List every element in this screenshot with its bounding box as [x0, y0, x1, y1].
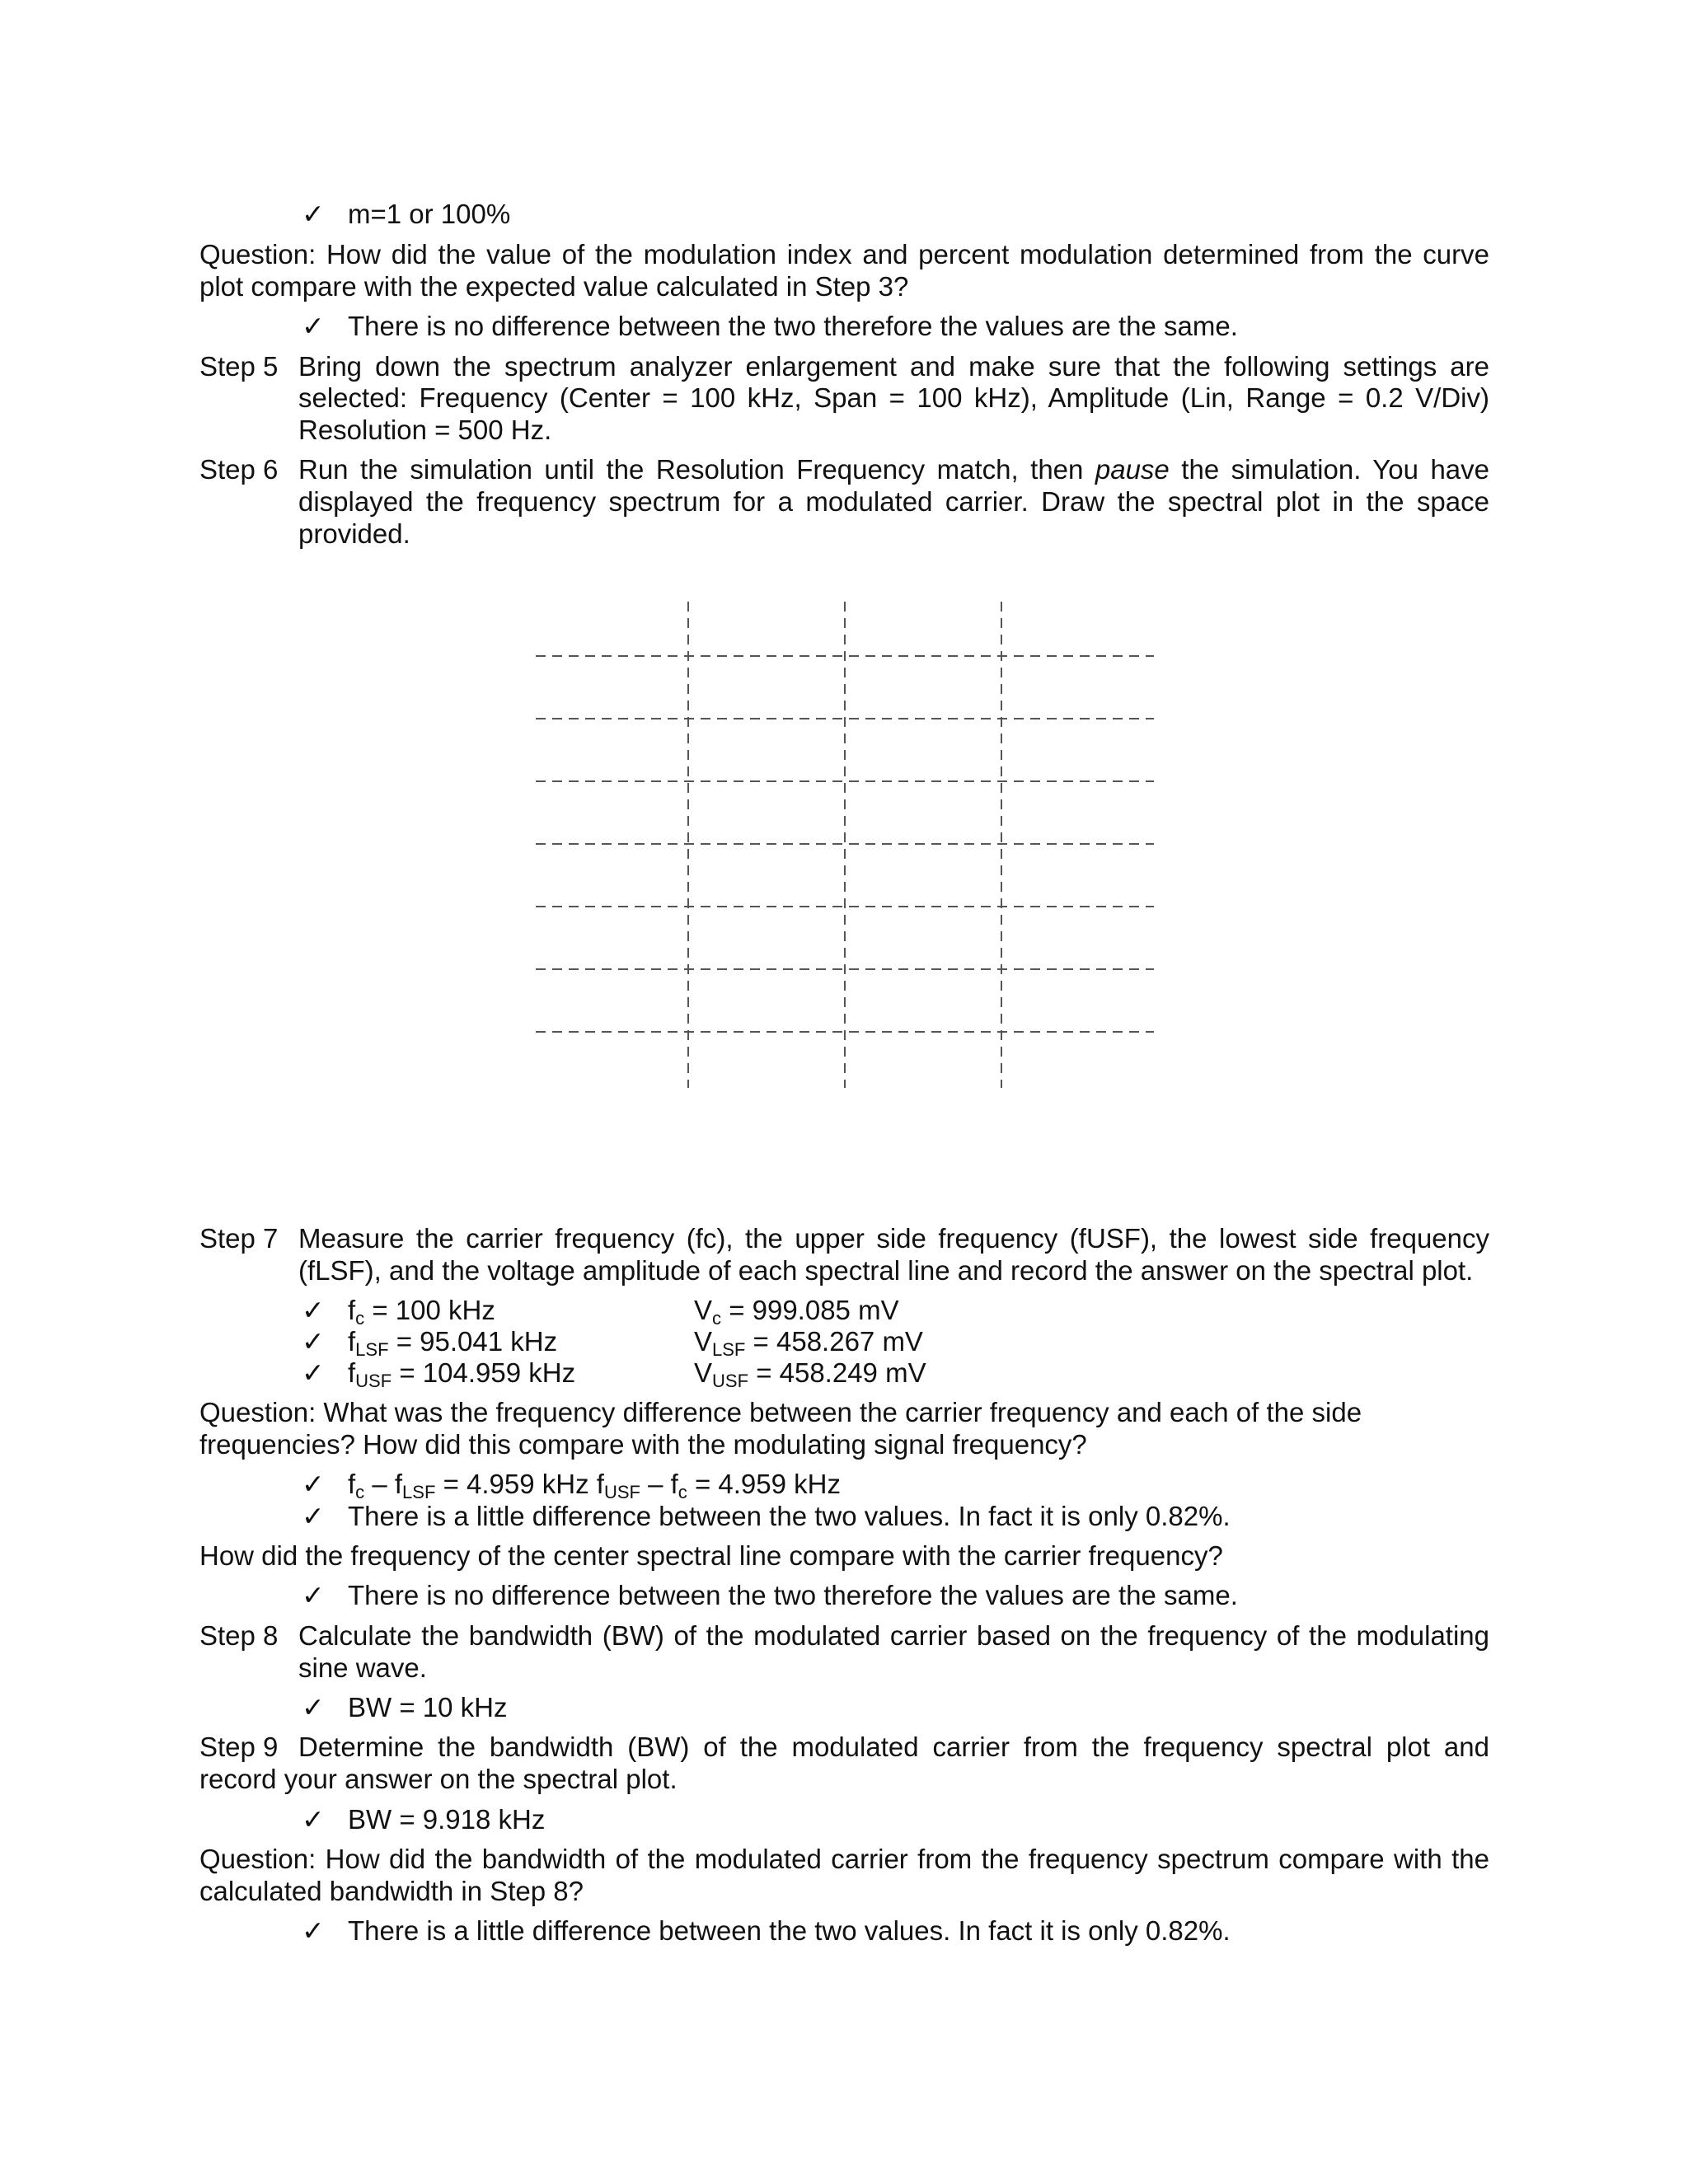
step-7-line-2: (fLSF), and the voltage amplitude of each spectral line and record the answer on the spectral plot. [298, 1255, 1474, 1286]
checkmark-icon: ✓ [302, 1469, 325, 1499]
step-6-line-2: displayed the frequency spectrum for a modulated carrier. Draw the spectral plot in the space [298, 486, 1489, 517]
flsf-text: = 95.041 kHz [396, 1326, 558, 1357]
vusf-text: = 458.249 mV [756, 1357, 926, 1388]
step-7-line-1-text: Measure the carrier frequency (fc), the upper side frequency (fUSF), the lowest side frequency [298, 1223, 1489, 1254]
step-9-label: Step 9 [199, 1732, 279, 1762]
fc-value: $f_c = 100$ kHz [348, 1295, 495, 1329]
fusf-minus-fc-text: = 4.959 kHz [694, 1469, 841, 1499]
spectral-plot-grid [528, 593, 1162, 1088]
step-8-answer: BW = 10 kHz [348, 1692, 508, 1722]
checkmark-icon: ✓ [302, 199, 325, 229]
step-5-line-1: Bring down the spectrum analyzer enlargement and make sure that the following settings are [298, 351, 1489, 382]
step-6-line-1 [298, 453, 1489, 486]
checkmark-icon: ✓ [302, 1501, 325, 1531]
question-3-line-1: How did the frequency of the center spectral line compare with the carrier frequency? [199, 1540, 1223, 1571]
question-2-line-1: Question: What was the frequency difference between the carrier frequency and each of the side [199, 1397, 1362, 1427]
question-2-answer-2: There is a little difference between the two values. In fact it is only 0.82%. [348, 1501, 1231, 1531]
flsf-value: $f_{LSF} = 95.041$ kHz [348, 1326, 558, 1360]
checkmark-icon: ✓ [302, 1357, 325, 1388]
answer-modulation-index: m=1 or 100% [348, 199, 511, 229]
question-4-answer: There is a little difference between the two values. In fact it is only 0.82%. [348, 1915, 1231, 1946]
step-7-label: Step 7 [199, 1223, 279, 1254]
checkmark-icon: ✓ [302, 1915, 325, 1946]
question-4-line-1: Question: How did the bandwidth of the modulated carrier from the frequency spectrum compare with the [199, 1844, 1489, 1874]
fc-text: = 100 kHz [372, 1295, 495, 1325]
question-1-line-1: Question: How did the value of the modulation index and percent modulation determined from the curve [199, 239, 1489, 269]
fusf-text: = 104.959 kHz [399, 1357, 576, 1388]
question-1-line-2: plot compare with the expected value calculated in Step 3? [199, 271, 909, 302]
step-5-line-2: selected: Frequency (Center = 100 kHz, Span = 100 kHz), Amplitude (Lin, Range = 0.2 V/Div) [298, 382, 1489, 413]
grid-horizontal-lines [536, 656, 1154, 1032]
step-6-line-3: provided. [298, 518, 410, 549]
vlsf-text: = 458.267 mV [753, 1326, 923, 1357]
question-4-line-2: calculated bandwidth in Step 8? [199, 1876, 584, 1906]
step-8-line-1: Calculate the bandwidth (BW) of the modulated carrier based on the frequency of the modulating [298, 1620, 1489, 1651]
step-9-answer: BW = 9.918 kHz [348, 1804, 546, 1835]
checkmark-icon: ✓ [302, 1692, 325, 1722]
step-9-line-1: Determine the bandwidth (BW) of the modulated carrier from the frequency spectral plot and [298, 1732, 1489, 1762]
checkmark-icon: ✓ [302, 1804, 325, 1835]
step-6-line-1-start: Run the simulation until the Resolution Frequency match, then [298, 454, 1084, 485]
step-8-label: Step 8 [199, 1620, 279, 1651]
fc-minus-flsf-text: = 4.959 kHz [443, 1469, 589, 1499]
step-6-line-1-end: the simulation. You have [1181, 454, 1490, 485]
question-2-answer-1: $f_c - f_{LSF} = 4.959$ kHz $f_{USF} - f_c = 4.959$ kHz [348, 1469, 841, 1502]
step-6-pause-word: pause [1095, 454, 1170, 485]
vc-text: = 999.085 mV [729, 1295, 899, 1325]
step-8-line-2: sine wave. [298, 1652, 427, 1683]
question-2-line-2: frequencies? How did this compare with the modulating signal frequency? [199, 1429, 1087, 1460]
question-3-answer: There is no difference between the two therefore the values are the same. [348, 1580, 1238, 1610]
fusf-value: $f_{USF} = 104.959$ kHz [348, 1357, 576, 1391]
checkmark-icon: ✓ [302, 1326, 325, 1357]
checkmark-icon: ✓ [302, 1580, 325, 1610]
vc-value: $V_c = 999.085$ mV [694, 1295, 899, 1329]
checkmark-icon: ✓ [302, 1295, 325, 1325]
step-7-line-1 [298, 1222, 1489, 1255]
step-9-line-2: record your answer on the spectral plot. [199, 1764, 678, 1794]
vlsf-value: $V_{LSF} = 458.267$ mV [694, 1326, 923, 1360]
checkmark-icon: ✓ [302, 311, 325, 341]
step-5-line-3: Resolution = 500 Hz. [298, 415, 552, 445]
vusf-value: $V_{USF} = 458.249$ mV [694, 1357, 926, 1391]
step-5-label: Step 5 [199, 351, 279, 382]
question-1-answer: There is no difference between the two therefore the values are the same. [348, 311, 1238, 341]
step-6-label: Step 6 [199, 454, 279, 485]
